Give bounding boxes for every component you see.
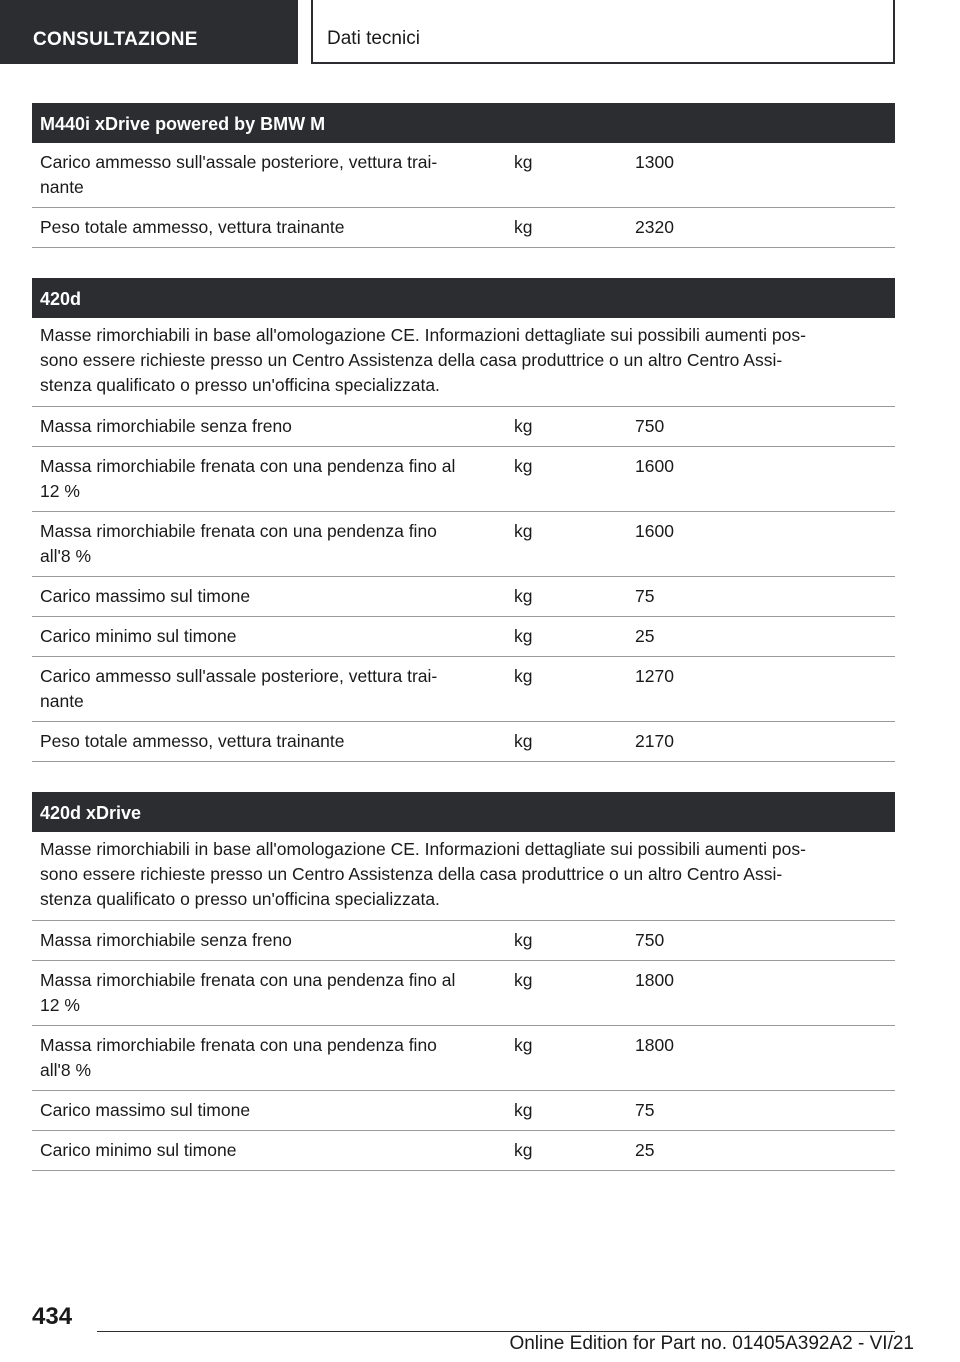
chapter-title: Dati tecnici [327, 28, 420, 49]
row-unit: kg [514, 521, 533, 541]
section-title: CONSULTAZIONE [33, 29, 198, 50]
row-value: 750 [635, 930, 665, 950]
row-value: 1300 [635, 152, 674, 172]
table-row [32, 447, 895, 512]
row-value: 25 [635, 1140, 655, 1160]
table-row [32, 143, 895, 208]
row-label: Carico ammesso sull'assale posteriore, vettura trai- nante [40, 666, 438, 711]
row-label: Massa rimorchiabile frenata con una pendenza fino all'8 % [40, 521, 437, 566]
row-label: Massa rimorchiabile frenata con una pendenza fino al 12 % [40, 970, 456, 1015]
row-label: Carico minimo sul timone [40, 1140, 237, 1160]
spec-tables [32, 103, 895, 1201]
row-label: Massa rimorchiabile frenata con una pendenza fino al 12 % [40, 456, 456, 501]
row-unit: kg [514, 1140, 533, 1160]
table-row [32, 1091, 895, 1131]
footer-divider [97, 1331, 895, 1332]
table-row [32, 577, 895, 617]
row-label: Carico massimo sul timone [40, 1100, 251, 1120]
spec-table [32, 278, 895, 762]
table-row [32, 208, 895, 248]
section-header [0, 0, 298, 64]
table-row [32, 1131, 895, 1171]
row-unit: kg [514, 152, 533, 172]
table-row [32, 722, 895, 762]
row-unit: kg [514, 666, 533, 686]
row-value: 2170 [635, 731, 674, 751]
row-label: Peso totale ammesso, vettura trainante [40, 217, 345, 237]
table-row [32, 617, 895, 657]
table-row [32, 407, 895, 447]
table-row [32, 1026, 895, 1091]
row-label: Massa rimorchiabile senza freno [40, 930, 292, 950]
row-unit: kg [514, 970, 533, 990]
row-value: 1800 [635, 1035, 674, 1055]
spec-table [32, 792, 895, 1171]
table-row [32, 512, 895, 577]
chapter-header [311, 0, 895, 64]
table-row [32, 657, 895, 722]
row-unit: kg [514, 456, 533, 476]
table-row [32, 961, 895, 1026]
row-value: 25 [635, 626, 655, 646]
row-label: Massa rimorchiabile frenata con una pendenza fino all'8 % [40, 1035, 437, 1080]
row-value: 1600 [635, 521, 674, 541]
page-number: 434 [32, 1303, 73, 1330]
row-value: 75 [635, 586, 655, 606]
row-unit: kg [514, 1035, 533, 1055]
row-label: Peso totale ammesso, vettura trainante [40, 731, 345, 751]
row-value: 1270 [635, 666, 674, 686]
row-value: 2320 [635, 217, 674, 237]
row-unit: kg [514, 930, 533, 950]
row-unit: kg [514, 416, 533, 436]
row-label: Carico ammesso sull'assale posteriore, vettura trai- nante [40, 152, 438, 197]
table-note: Masse rimorchiabili in base all'omologazione CE. Informazioni dettagliate sui possibili aumenti pos- sono essere richieste presso un Centro Assistenza della casa produttrice o un altro Centro Assi- stenza qualificato o presso un'officina specializzata. [32, 832, 895, 921]
row-value: 750 [635, 416, 665, 436]
footer-edition: Online Edition for Part no. 01405A392A2 - VI/21 [509, 1333, 914, 1354]
table-title: 420d xDrive [32, 792, 895, 832]
table-note: Masse rimorchiabili in base all'omologazione CE. Informazioni dettagliate sui possibili aumenti pos- sono essere richieste presso un Centro Assistenza della casa produttrice o un altro Centro Assi- stenza qualificato o presso un'officina specializzata. [32, 318, 895, 407]
row-unit: kg [514, 1100, 533, 1120]
table-title: M440i xDrive powered by BMW M [32, 103, 895, 143]
row-value: 75 [635, 1100, 655, 1120]
row-value: 1600 [635, 456, 674, 476]
row-label: Massa rimorchiabile senza freno [40, 416, 292, 436]
spec-table [32, 103, 895, 248]
row-label: Carico massimo sul timone [40, 586, 251, 606]
table-title: 420d [32, 278, 895, 318]
row-unit: kg [514, 217, 533, 237]
row-value: 1800 [635, 970, 674, 990]
table-row [32, 921, 895, 961]
row-unit: kg [514, 626, 533, 646]
row-unit: kg [514, 731, 533, 751]
row-label: Carico minimo sul timone [40, 626, 237, 646]
row-unit: kg [514, 586, 533, 606]
